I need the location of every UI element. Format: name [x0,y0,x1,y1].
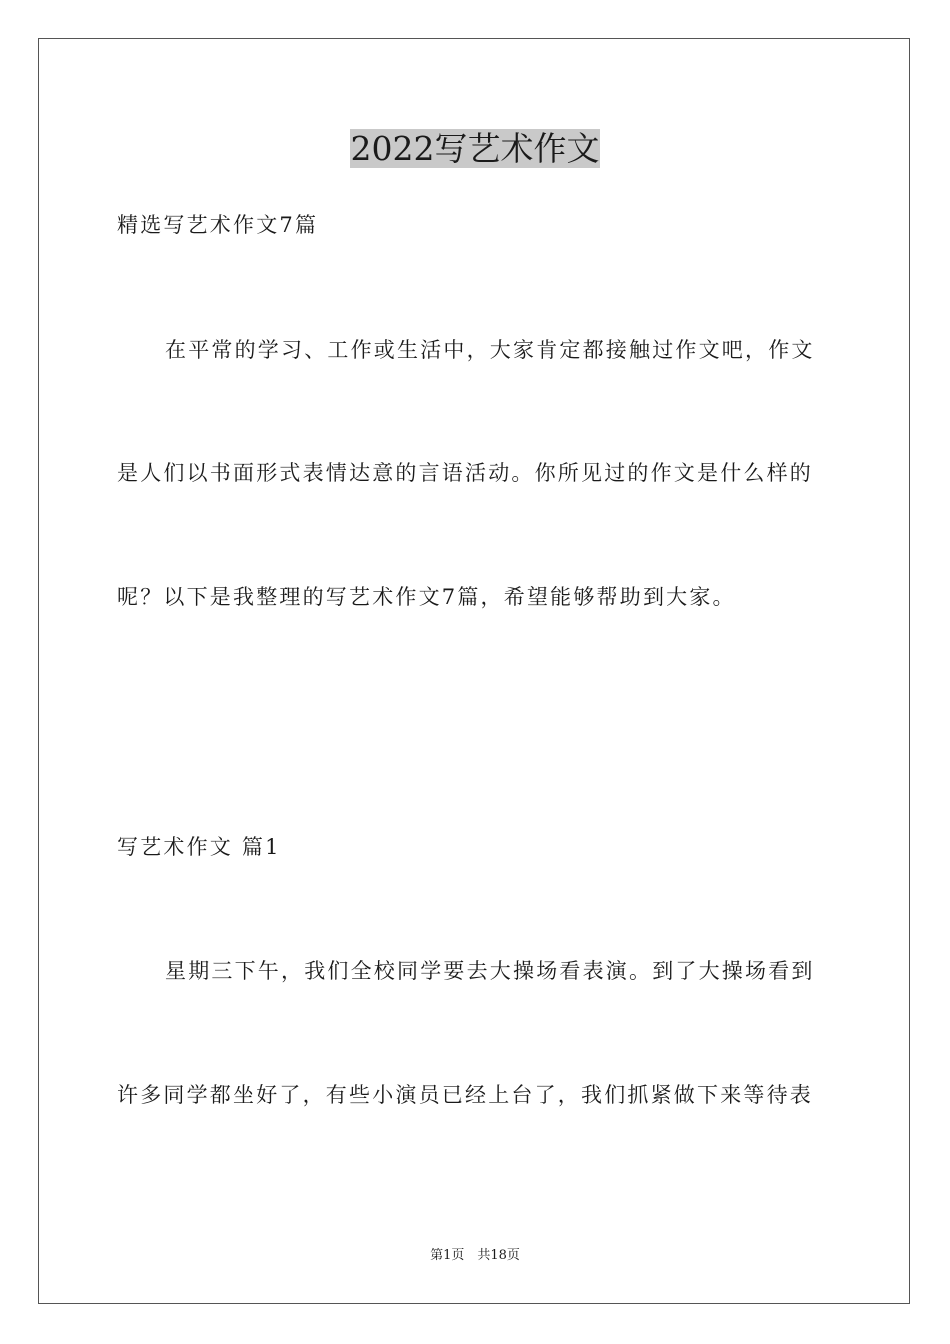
document-title-text: 2022写艺术作文 [350,129,600,168]
intro-line-3: 呢？以下是我整理的写艺术作文7篇，希望能够帮助到大家。 [117,585,736,609]
intro-line-1: 在平常的学习、工作或生活中，大家肯定都接触过作文吧，作文 [165,338,815,362]
page-footer: 第1页 共18页 [430,1248,520,1263]
document-title [0,126,950,172]
subtitle: 精选写艺术作文7篇 [117,213,319,237]
intro-line-2: 是人们以书面形式表情达意的言语活动。你所见过的作文是什么样的 [117,461,813,485]
essay-line-1: 星期三下午，我们全校同学要去大操场看表演。到了大操场看到 [165,959,815,983]
essay-line-2: 许多同学都坐好了，有些小演员已经上台了，我们抓紧做下来等待表 [117,1083,813,1107]
section-heading: 写艺术作文 篇1 [117,835,281,859]
